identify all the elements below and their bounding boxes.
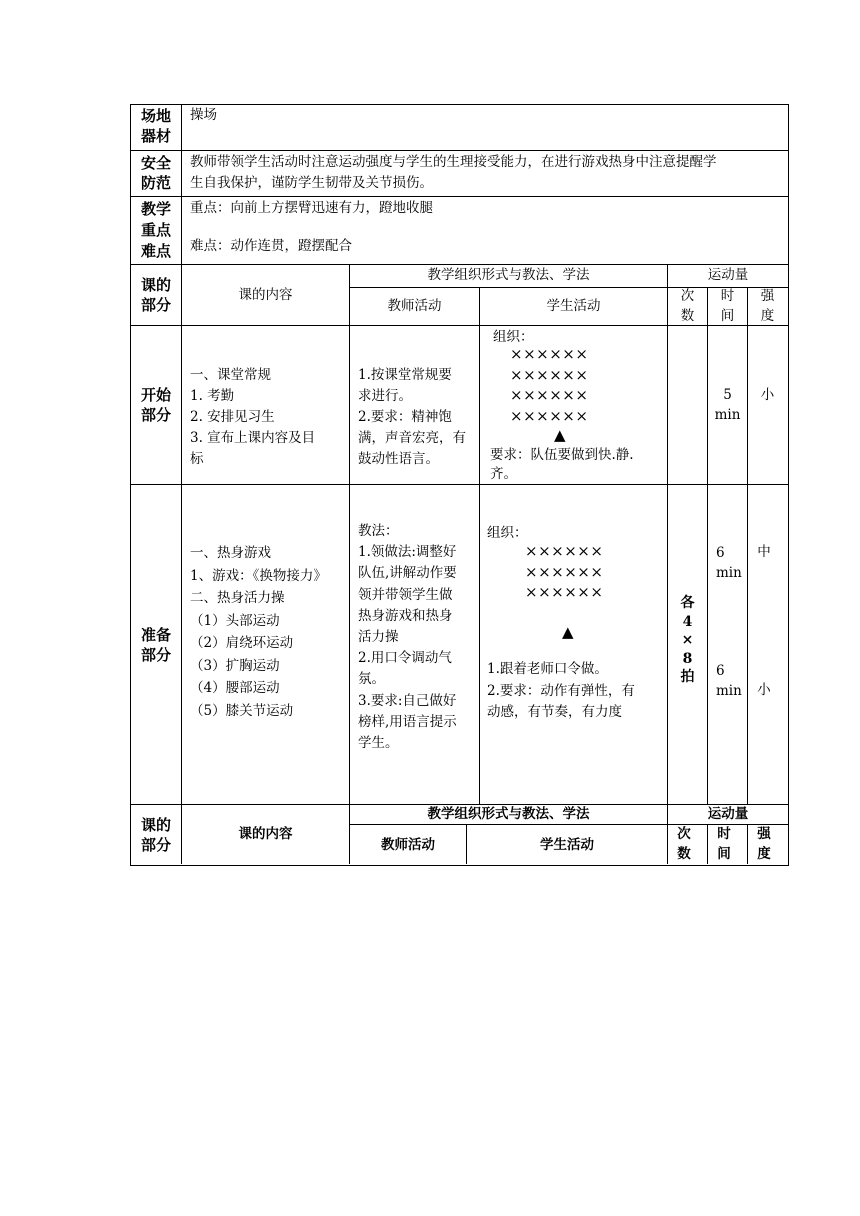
prep-teacher-line: 领并带领学生做 [358, 586, 453, 603]
key-points-label-line-1: 教学 [140, 200, 171, 218]
rule [707, 287, 708, 804]
prep-intensity-2: 小 [757, 682, 771, 698]
student-header-repeat: 学生活动 [540, 837, 594, 853]
teacher-marker-icon: ▲ [554, 426, 566, 444]
start-time-unit: min [714, 407, 741, 423]
safety-label-line-1: 安全 [140, 154, 171, 172]
intensity-header [748, 286, 787, 326]
prep-teacher-line: 3.要求:自己做好 [358, 692, 457, 709]
prep-times [668, 594, 707, 687]
prep-times-char: × [681, 632, 694, 648]
venue-label-line-1: 场地 [140, 107, 171, 125]
prep-teacher-line: 氛。 [358, 671, 385, 688]
start-teacher [358, 365, 466, 470]
load-header: 运动量 [707, 267, 749, 283]
key-point-text: 重点：向前上方摆臂迅速有力，蹬地收腿 [190, 200, 433, 216]
formation-row: ×××××× [510, 365, 589, 384]
times-header-repeat-line-2: 数 [677, 846, 691, 862]
prep-time-1 [716, 543, 742, 583]
prep-teacher-line: 队伍,讲解动作要 [358, 565, 457, 582]
start-teacher-line: 2.要求：精神饱 [358, 409, 452, 425]
start-student-org: 组织： [493, 329, 534, 345]
prep-teacher-line: 活力操 [358, 629, 399, 646]
prep-content-line: （3）扩胸运动 [190, 657, 280, 674]
prep-times-char: 4 [682, 613, 693, 630]
start-student-req-1: 要求：队伍要做到快.静. [490, 447, 634, 463]
start-intensity: 小 [760, 387, 775, 403]
prep-times-char: 拍 [680, 669, 695, 685]
prep-teacher-line: 1.领做法:调整好 [358, 544, 457, 561]
formation-row: ×××××× [510, 406, 589, 425]
part-header-line-1: 课的 [140, 276, 171, 294]
prep-content-line: 一、热身游戏 [190, 545, 271, 561]
prep-content-line: （4）腰部运动 [190, 680, 280, 696]
prep-time-1-value: 6 [716, 545, 725, 561]
prep-section-label [131, 625, 181, 665]
prep-content-line: 1、游戏：《换物接力》 [190, 567, 327, 584]
start-content-line: 标 [190, 451, 204, 467]
key-points-label-line-2: 重点 [140, 221, 171, 239]
key-points-label-line-3: 难点 [140, 242, 171, 260]
time-header [708, 286, 747, 326]
prep-content-line: （1）头部运动 [190, 612, 280, 629]
venue-label [131, 106, 181, 146]
prep-student-req-line: 动感，有节奏，有力度 [487, 704, 622, 720]
prep-label-line-2: 部分 [140, 646, 171, 664]
times-header [668, 286, 707, 326]
formation-row: ×××××× [510, 345, 589, 363]
start-content-line: 2. 安排见习生 [190, 409, 275, 425]
rule [667, 264, 668, 864]
teacher-marker-icon: ▲ [562, 623, 574, 641]
safety-label [131, 153, 181, 193]
prep-content-line: （2）肩绕环运动 [190, 635, 294, 651]
part-header-repeat-line-2: 部分 [140, 836, 171, 854]
prep-teacher-line: 教法： [358, 523, 399, 539]
safety-line-1: 教师带领学生活动时注意运动强度与学生的生理接受能力，在进行游戏热身中注意提醒学 [190, 154, 717, 170]
prep-teacher-line: 2.用口令调动气 [358, 650, 452, 667]
difficulty-text: 难点：动作连贯，蹬摆配合 [190, 238, 352, 254]
part-header-repeat-line-1: 课的 [140, 816, 171, 834]
formation-row: ×××××× [525, 562, 604, 581]
prep-intensity-1: 中 [757, 544, 771, 560]
start-section-label [131, 385, 181, 425]
prep-teacher-line: 榜样,用语言提示 [358, 713, 457, 730]
times-header-repeat-line-1: 次 [677, 826, 691, 842]
start-teacher-line: 1.按课堂常规要 [358, 367, 452, 383]
venue-label-line-2: 器材 [140, 127, 171, 145]
times-header-line-1: 次 [680, 288, 695, 304]
part-header-line-2: 部分 [140, 296, 171, 314]
prep-time-2-value: 6 [716, 663, 725, 679]
venue-content: 操场 [190, 107, 217, 123]
times-header-repeat [668, 824, 700, 864]
methods-header: 教学组织形式与教法、学法 [427, 267, 590, 283]
intensity-header-line-1: 强 [760, 288, 775, 304]
key-points-label [131, 199, 181, 262]
prep-time-2 [716, 661, 742, 701]
prep-student-req-line: 1.跟着老师口令做。 [487, 661, 608, 677]
start-label-line-1: 开始 [140, 386, 171, 404]
time-header-line-2: 间 [720, 308, 735, 324]
formation-row: ×××××× [510, 386, 589, 404]
start-teacher-line: 求进行。 [358, 388, 412, 404]
time-header-repeat-line-1: 时 [717, 826, 731, 842]
prep-time-2-unit: min [716, 683, 742, 699]
rule [349, 264, 350, 864]
teacher-header: 教师活动 [387, 298, 442, 314]
part-header [131, 275, 181, 315]
time-header-line-1: 时 [720, 288, 735, 304]
prep-student-org: 组织： [487, 525, 528, 541]
intensity-header-repeat [748, 824, 780, 864]
start-label-line-2: 部分 [140, 406, 171, 424]
prep-content-line: 二、热身活力操 [190, 590, 285, 606]
rule [130, 484, 788, 485]
prep-times-char: 各 [680, 595, 695, 611]
prep-student-req [487, 659, 635, 724]
intensity-header-line-2: 度 [760, 308, 775, 324]
start-content-line: 1. 考勤 [190, 388, 235, 404]
start-time [708, 385, 747, 425]
start-teacher-line: 满，声音宏亮，有 [358, 430, 466, 446]
prep-content-line: （5）膝关节运动 [190, 702, 294, 719]
prep-teacher-line: 热身游戏和热身 [358, 607, 453, 624]
load-header-repeat: 运动量 [707, 806, 749, 822]
start-time-value: 5 [723, 387, 732, 403]
times-header-line-2: 数 [680, 308, 695, 324]
teacher-header-repeat: 教师活动 [381, 837, 435, 853]
prep-student-req-line: 2.要求：动作有弹性，有 [487, 682, 635, 699]
formation-row: ×××××× [525, 542, 604, 560]
student-header: 学生活动 [546, 298, 601, 314]
start-teacher-line: 鼓动性语言。 [358, 451, 439, 467]
formation-row: ×××××× [525, 583, 604, 601]
prep-time-1-unit: min [716, 565, 742, 581]
part-header-repeat [131, 815, 181, 855]
safety-label-line-2: 防范 [140, 174, 171, 192]
rule [479, 287, 480, 804]
time-header-repeat [708, 824, 740, 864]
start-content-line: 3. 宣布上课内容及目 [190, 430, 316, 446]
safety-line-2: 生自我保护，谨防学生韧带及关节损伤。 [190, 175, 433, 191]
start-content-line: 一、课堂常规 [190, 367, 271, 383]
content-header: 课的内容 [238, 287, 293, 303]
start-content [190, 365, 315, 470]
prep-content [190, 542, 327, 722]
prep-times-char: 8 [682, 650, 693, 667]
start-student-req-2: 齐。 [490, 466, 517, 482]
prep-teacher-line: 学生。 [358, 735, 399, 752]
rule [181, 104, 182, 864]
intensity-header-repeat-line-2: 度 [757, 846, 771, 862]
time-header-repeat-line-2: 间 [717, 846, 731, 862]
prep-label-line-1: 准备 [140, 626, 171, 644]
methods-header-repeat: 教学组织形式与教法、学法 [427, 806, 590, 822]
content-header-repeat: 课的内容 [238, 826, 293, 842]
prep-formation [525, 541, 603, 603]
start-formation [510, 344, 588, 426]
prep-teacher [358, 521, 457, 754]
intensity-header-repeat-line-1: 强 [757, 826, 771, 842]
